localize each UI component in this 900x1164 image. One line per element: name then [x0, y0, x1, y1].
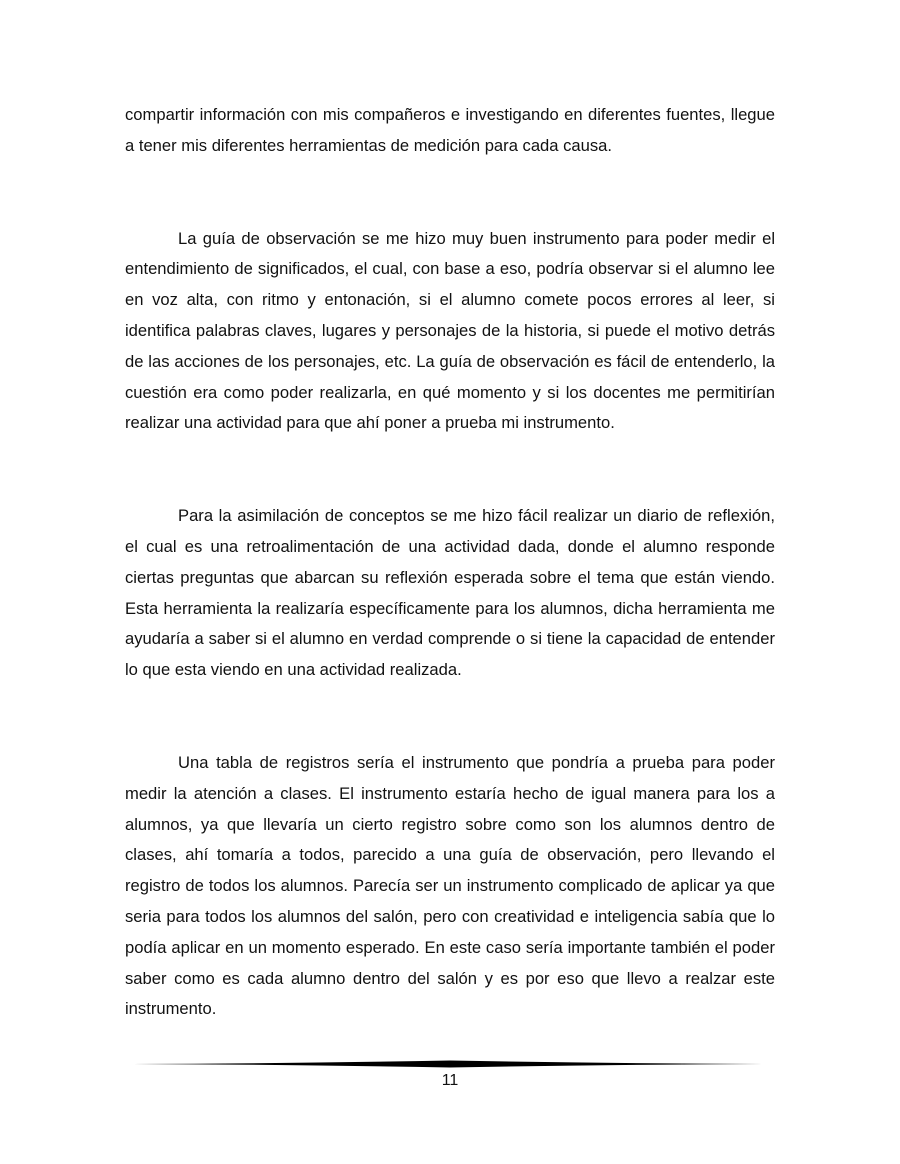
footer-divider	[133, 1059, 767, 1069]
paragraph-continuation: compartir información con mis compañeros e investigando en diferentes fuentes, llegue a tener mis diferentes herramientas de medición para cada causa.	[125, 105, 775, 155]
page-number: 11	[441, 1072, 459, 1089]
paragraph-observation-guide: La guía de observación se me hizo muy buen instrumento para poder medir el entendimiento de significados, el cual, con base a eso, podría observar si el alumno lee en voz alta, con ritmo y entonación, si el alumno comete pocos errores al leer, si identifica palabras claves, lugares y personajes de la historia, si puede el motivo detrás de las acciones de los personajes, etc. La guía de observación es fácil de entenderlo, la cuestión era como poder realizarla, en qué momento y si los docentes me permitirían realizar una actividad para que ahí poner a prueba mi instrumento.	[125, 228, 775, 433]
paragraph-reflection-diary: Para la asimilación de conceptos se me hizo fácil realizar un diario de reflexión, el cual es una retroalimentación de una actividad dada, donde el alumno responde ciertas preguntas que abarcan su reflexión esperada sobre el tema que están viendo. Esta herramienta la realizaría específicamente para los alumnos, dicha herramienta me ayudaría a saber si el alumno en verdad comprende o si tiene la capacidad de entender lo que esta viendo en una actividad realizada.	[125, 506, 775, 680]
document-body	[125, 100, 775, 1025]
paragraph-records-table: Una tabla de registros sería el instrumento que pondría a prueba para poder medir la atención a clases. El instrumento estaría hecho de igual manera para los a alumnos, ya que llevaría un cierto registro sobre como son los alumnos dentro de clases, ahí tomaría a todos, parecido a una guía de observación, pero llevando el registro de todos los alumnos. Parecía ser un instrumento complicado de aplicar ya que seria para todos los alumnos del salón, pero con creatividad e inteligencia sabía que lo podía aplicar en un momento esperado. En este caso sería importante también el poder saber como es cada alumno dentro del salón y es por eso que llevo a realzar este instrumento.	[125, 752, 775, 1019]
